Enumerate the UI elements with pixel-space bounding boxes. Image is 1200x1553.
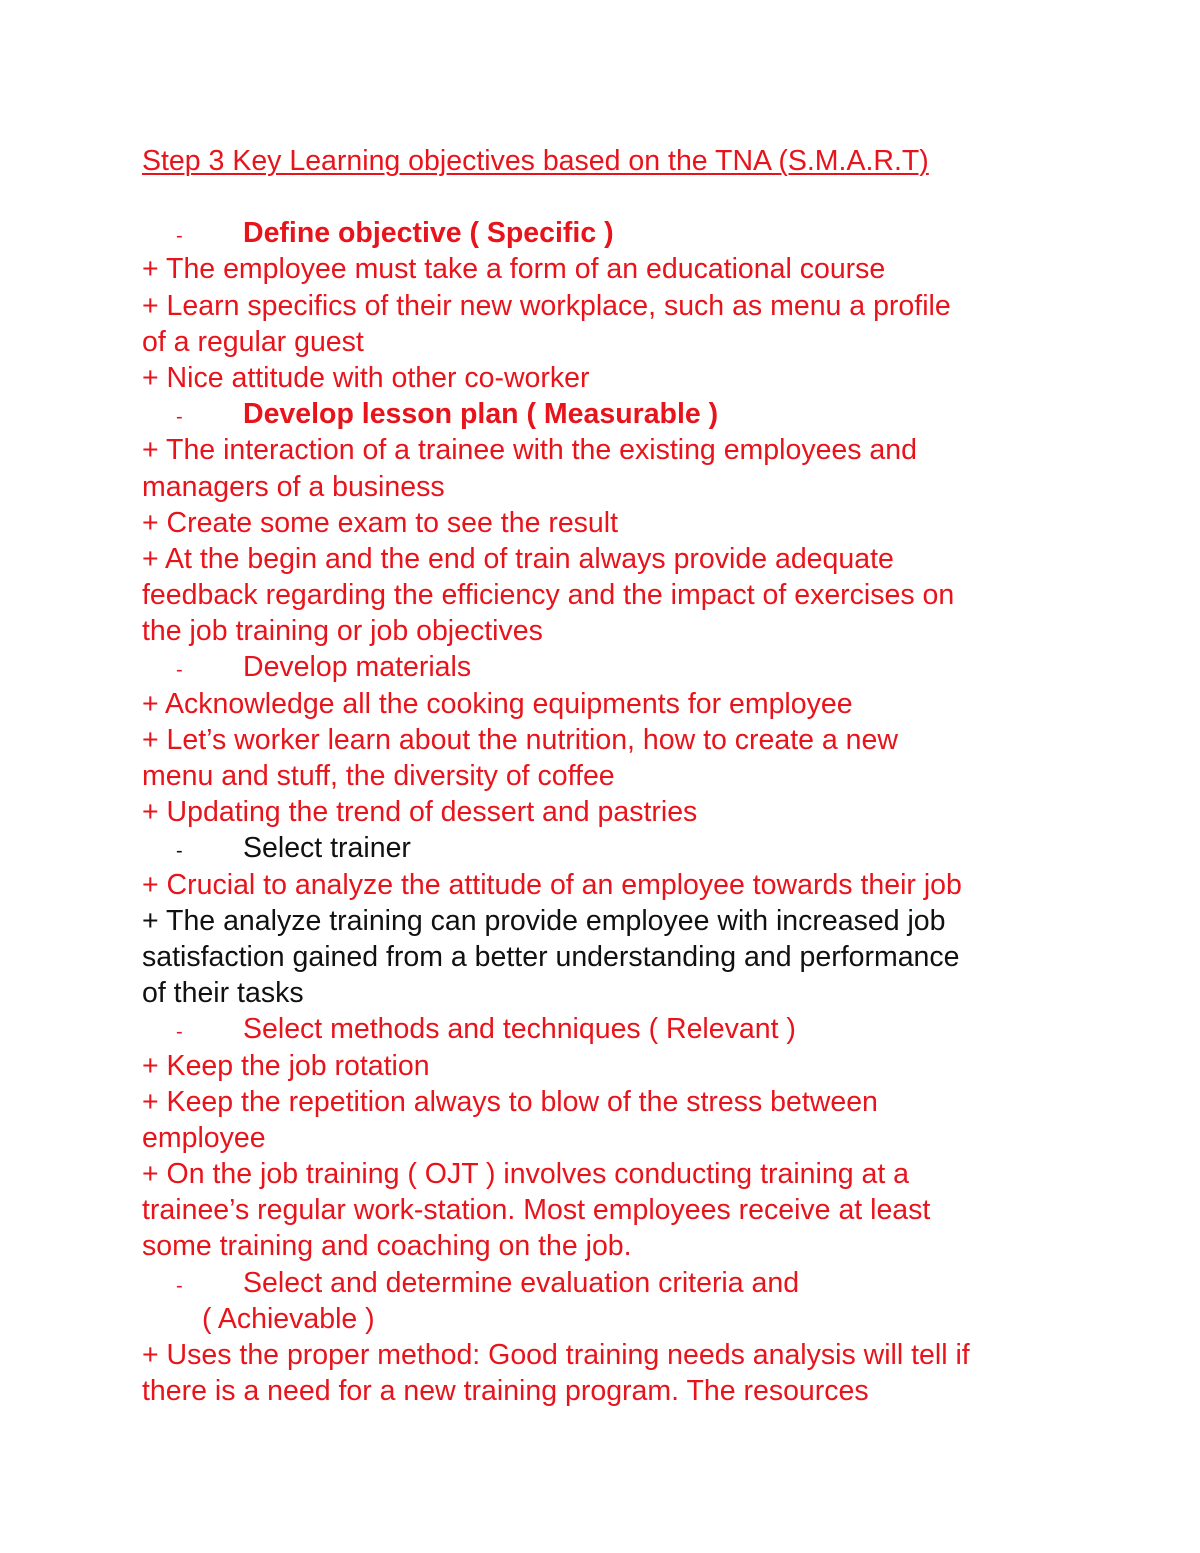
dash-marker: - (176, 1274, 183, 1297)
section-heading-measurable (142, 396, 1072, 432)
dash-marker: - (176, 225, 183, 248)
document-title: Step 3 Key Learning objectives based on the TNA (S.M.A.R.T) (142, 145, 929, 177)
section-heading-cont-text: ( Achievable ) (202, 1302, 375, 1335)
list-item: employee (142, 1121, 266, 1154)
list-item: + Create some exam to see the result (142, 506, 619, 539)
list-item: of a regular guest (142, 325, 364, 358)
section-heading-specific (142, 215, 1072, 251)
section-heading-achievable (142, 1265, 1072, 1301)
section-heading-text: Select trainer (243, 832, 411, 865)
dash-marker: - (176, 406, 183, 429)
list-item: + Keep the repetition always to blow of the stress between (142, 1085, 878, 1118)
list-item: managers of a business (142, 470, 445, 503)
list-item: + Uses the proper method: Good training needs analysis will tell if (142, 1339, 970, 1371)
section-heading-text: Develop materials (243, 651, 472, 684)
list-item: + Learn specifics of their new workplace, such as menu a profile (142, 289, 951, 322)
section-heading-text: Select and determine evaluation criteria and (243, 1266, 800, 1299)
dash-marker: - (176, 659, 183, 682)
dash-marker: - (176, 1021, 183, 1044)
list-item: + At the begin and the end of train always provide adequate (142, 542, 894, 575)
list-item: some training and coaching on the job. (142, 1230, 632, 1263)
list-item: the job training or job objectives (142, 615, 543, 648)
list-item: + Updating the trend of dessert and pastries (142, 796, 698, 829)
section-heading-text: Select methods and techniques ( Relevant ) (243, 1013, 796, 1046)
section-heading-continuation (142, 1301, 1072, 1337)
list-item: + Let’s worker learn about the nutrition, how to create a new (142, 723, 898, 756)
list-item: + Nice attitude with other co-worker (142, 361, 590, 394)
list-item: of their tasks (142, 977, 304, 1010)
list-item: + On the job training ( OJT ) involves conducting training at a (142, 1158, 910, 1191)
list-item: + The employee must take a form of an educational course (142, 253, 886, 286)
list-item: feedback regarding the efficiency and the impact of exercises on (142, 579, 955, 612)
list-item: there is a need for a new training program. The resources (142, 1375, 869, 1408)
dash-marker: - (176, 840, 183, 863)
list-item: + Crucial to analyze the attitude of an employee towards their job (142, 868, 962, 901)
section-heading-relevant (142, 1011, 1072, 1047)
list-item: + Keep the job rotation (142, 1049, 430, 1082)
section-heading-materials (142, 649, 1072, 685)
list-item: + Acknowledge all the cooking equipments for employee (142, 687, 853, 720)
section-heading-text: Define objective ( Specific ) (243, 217, 614, 250)
document-body (142, 143, 1072, 1409)
list-item: + The interaction of a trainee with the existing employees and (142, 434, 917, 467)
list-item: menu and stuff, the diversity of coffee (142, 760, 615, 792)
section-heading-trainer (142, 830, 1072, 866)
list-item: trainee’s regular work-station. Most employees receive at least (142, 1194, 931, 1227)
list-item: + The analyze training can provide employee with increased job (142, 904, 946, 937)
section-heading-text: Develop lesson plan ( Measurable ) (243, 398, 719, 431)
list-item: satisfaction gained from a better understanding and performance (142, 940, 960, 973)
